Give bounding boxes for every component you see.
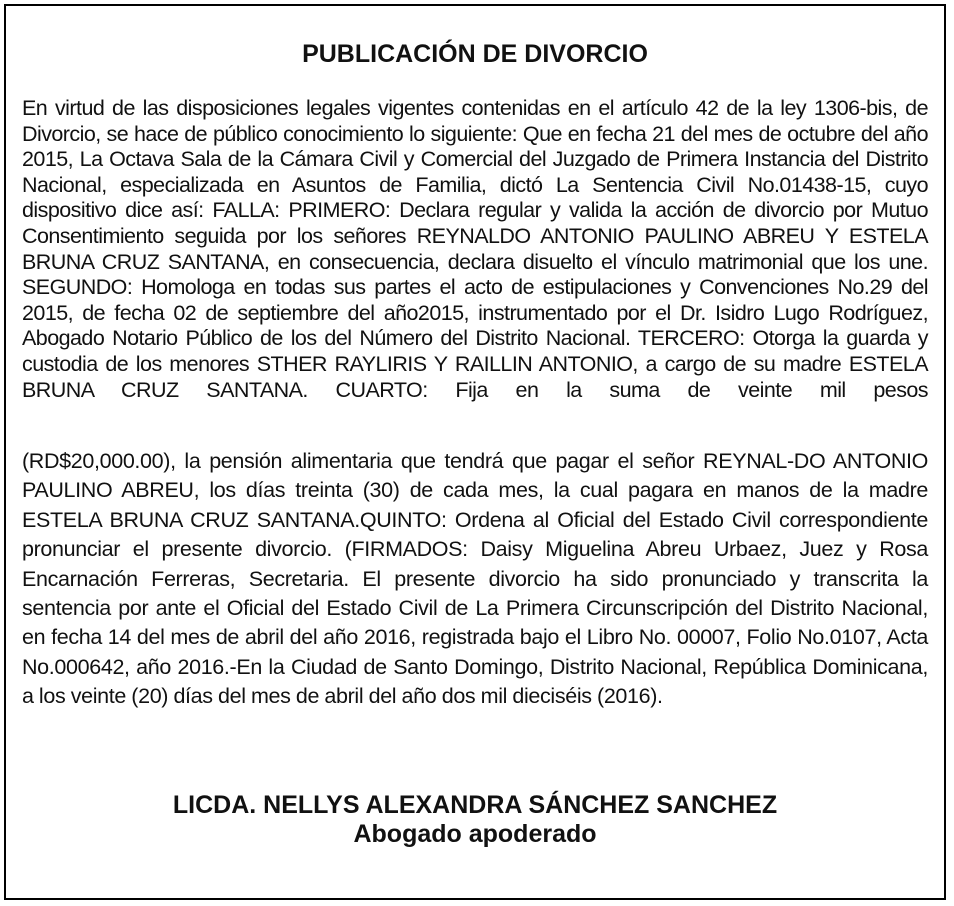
signature-role: Abogado apoderado [353,820,597,848]
notice-title: PUBLICACIÓN DE DIVORCIO [302,40,648,68]
notice-body-part1: En virtud de las disposiciones legales vigentes contenidas en el artículo 42 de la ley 1306-bis, de Divorcio, se hace de público conocimiento lo siguiente: Que en fecha 21 del mes de octubre del año 2015, La Octava Sala de la Cámara Civil y Comercial del Juzgado de Primera Instancia del Distrito Nacional, especializada en Asuntos de Familia, dictó La Sentencia Civil No.01438-15, cuyo dispositivo dice así: FALLA: PRIMERO: Declara regular y valida la acción de divorcio por Mutuo Consentimiento seguida por los señores REYNALDO ANTONIO PAULINO ABREU Y ESTELA BRUNA CRUZ SANTANA, en consecuencia, declara disuelto el vínculo matrimonial que los une. SEGUNDO: Homologa en todas sus partes el acto de estipulaciones y Convenciones No.29 del 2015, de fecha 02 de septiembre del año2015, instrumentado por el Dr. Isidro Lugo Rodríguez, Abogado Notario Público de los del Número del Distrito Nacional. TERCERO: Otorga la guarda y custodia de los menores STHER RAYLIRIS Y RAILLIN ANTONIO, a cargo de su madre ESTELA BRUNA CRUZ SANTANA. CUARTO: Fija en la suma de veinte mil pesos [22,96,928,402]
signature-name: LICDA. NELLYS ALEXANDRA SÁNCHEZ SANCHEZ [172,791,778,819]
notice-body-part2: (RD$20,000.00), la pensión alimentaria que tendrá que pagar el señor REYNAL-DO ANTONIO PAULINO ABREU, los días treinta (30) de cada mes, la cual pagara en manos de la madre ESTELA BRUNA CRUZ SANTANA.QUINTO: Ordena al Oficial del Estado Civil correspondiente pronunciar el presente divorcio. (FIRMADOS: Daisy Miguelina Abreu Urbaez, Juez y Rosa Encarnación Ferreras, Secretaria. El presente divorcio ha sido pronunciado y transcrita la sentencia por ante el Oficial del Estado Civil de La Primera Circunscripción del Distrito Nacional, en fecha 14 del mes de abril del año 2016, registrada bajo el Libro No. 00007, Folio No.0107, Acta No.000642, año 2016.-En la Ciudad de Santo Domingo, Distrito Nacional, República Dominicana, a los veinte (20) días del mes de abril del año dos mil dieciséis (2016). [22,449,928,709]
legal-notice [4,4,946,900]
signature-block [6,791,944,849]
